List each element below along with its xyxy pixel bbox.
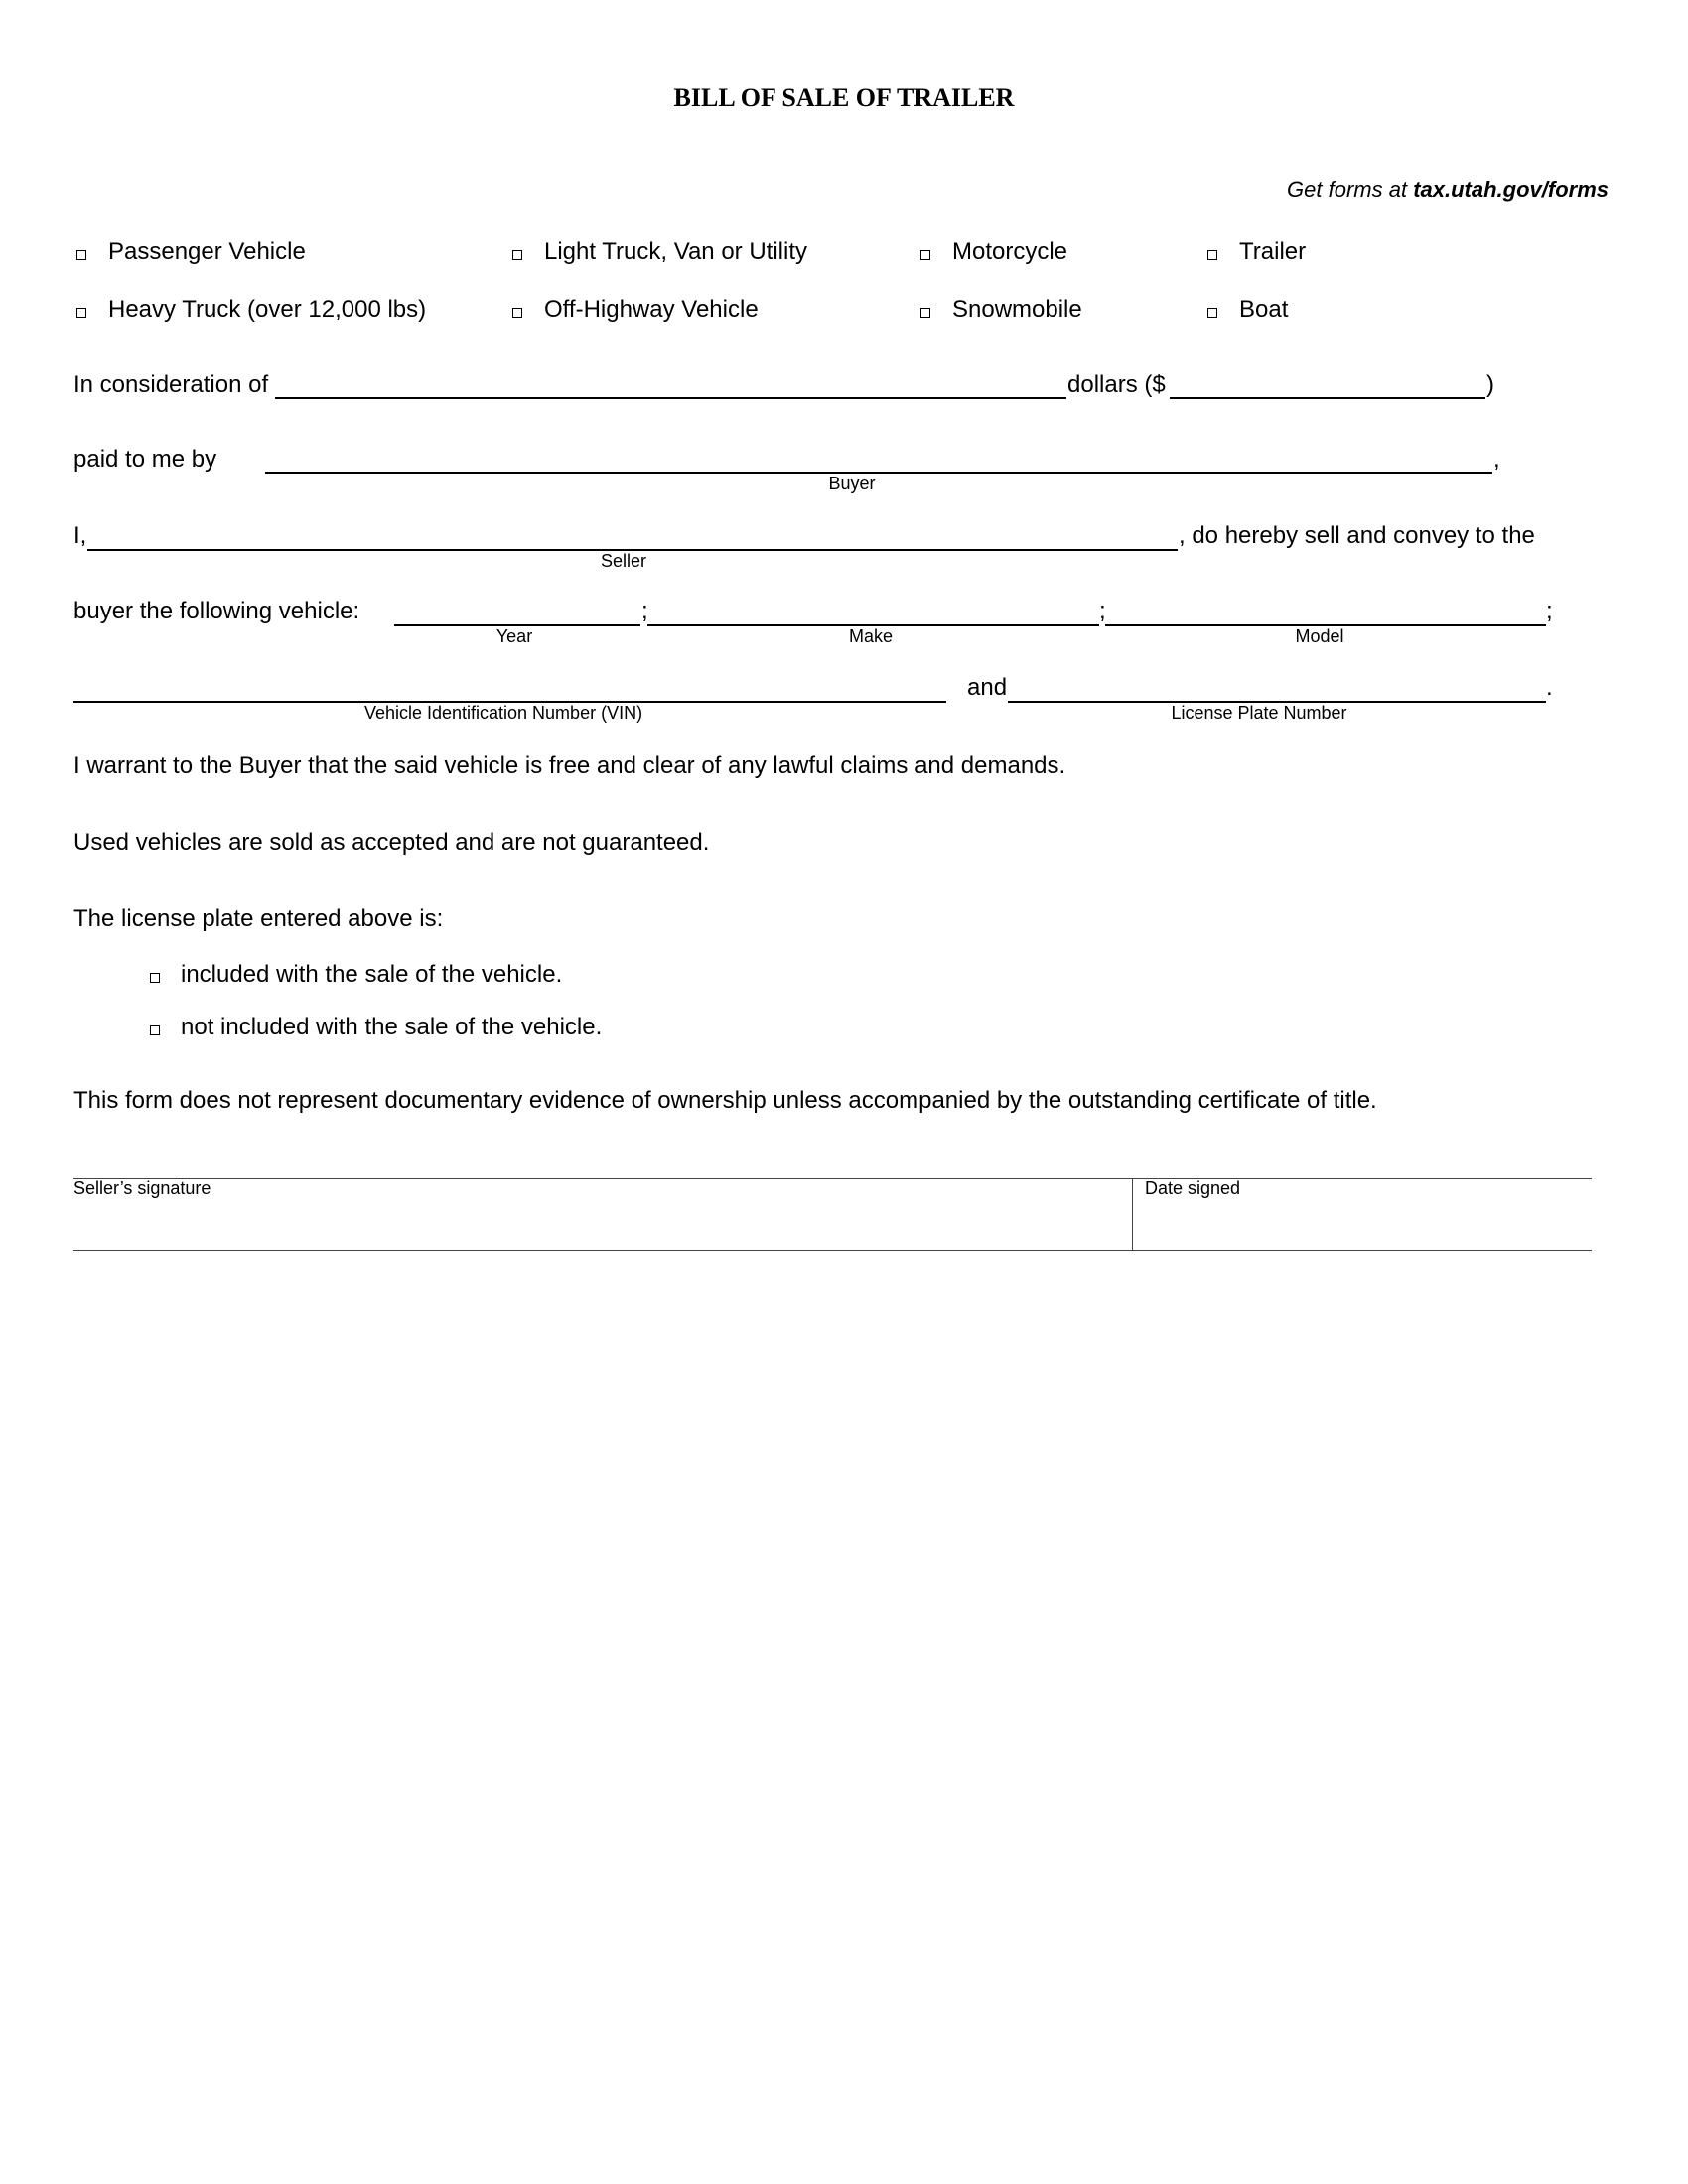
vin-and: and (967, 674, 1008, 701)
seller-prefix: I, (73, 522, 87, 549)
make-label: Make (848, 626, 894, 646)
warrant-statement: I warrant to the Buyer that the said vehicle is free and clear of any lawful claims and demands. (73, 752, 1066, 779)
checkbox-heavy-truck[interactable] (76, 308, 86, 318)
checkbox-passenger-vehicle[interactable] (76, 250, 86, 260)
license-plate-intro: The license plate entered above is: (73, 905, 444, 932)
checkbox-motorcycle[interactable] (920, 250, 930, 260)
model-label: Model (1295, 626, 1344, 646)
consideration-amount-field[interactable] (1170, 397, 1485, 399)
vehicle-sep-2: ; (1099, 598, 1106, 624)
seller-label: Seller (600, 551, 647, 571)
signature-bottom-rule (73, 1250, 1592, 1251)
seller-suffix: , do hereby sell and convey to the (1179, 522, 1535, 549)
label-passenger-vehicle: Passenger Vehicle (108, 238, 306, 265)
vin-label: Vehicle Identification Number (VIN) (363, 703, 643, 723)
seller-signature-field[interactable] (73, 1179, 1132, 1249)
signature-divider (1132, 1178, 1133, 1250)
consideration-prefix: In consideration of (73, 371, 269, 398)
vin-period: . (1546, 674, 1553, 701)
consideration-close-paren: ) (1486, 371, 1494, 398)
vehicle-sep-1: ; (641, 598, 648, 624)
forms-link[interactable] (1287, 177, 1609, 203)
label-light-truck: Light Truck, Van or Utility (544, 238, 807, 265)
checkbox-plate-included[interactable] (150, 973, 160, 983)
checkbox-light-truck[interactable] (512, 250, 522, 260)
seller-signature-label: Seller’s signature (73, 1178, 211, 1198)
label-off-highway: Off-Highway Vehicle (544, 296, 759, 323)
forms-link-prefix: Get forms at (1287, 177, 1414, 202)
paid-comma: , (1493, 446, 1500, 473)
consideration-amount-words-field[interactable] (275, 397, 1066, 399)
checkbox-plate-not-included[interactable] (150, 1025, 160, 1035)
vehicle-prefix: buyer the following vehicle: (73, 598, 360, 624)
checkbox-off-highway[interactable] (512, 308, 522, 318)
used-vehicle-statement: Used vehicles are sold as accepted and are not guaranteed. (73, 829, 710, 856)
forms-link-url[interactable]: tax.utah.gov/forms (1413, 177, 1609, 202)
label-heavy-truck: Heavy Truck (over 12,000 lbs) (108, 296, 427, 323)
label-trailer: Trailer (1239, 238, 1307, 265)
license-plate-label: License Plate Number (1171, 703, 1347, 723)
label-boat: Boat (1239, 296, 1289, 323)
consideration-dollars-label: dollars ($ (1067, 371, 1166, 398)
label-plate-not-included: not included with the sale of the vehicle. (181, 1014, 603, 1040)
checkbox-snowmobile[interactable] (920, 308, 930, 318)
checkbox-boat[interactable] (1207, 308, 1217, 318)
vehicle-sep-3: ; (1546, 598, 1553, 624)
label-plate-included: included with the sale of the vehicle. (181, 961, 563, 988)
buyer-name-field[interactable] (265, 472, 1492, 474)
label-motorcycle: Motorcycle (952, 238, 1068, 265)
date-signed-label: Date signed (1145, 1178, 1241, 1198)
page-title: BILL OF SALE OF TRAILER (673, 83, 1015, 112)
year-label: Year (495, 626, 533, 646)
label-snowmobile: Snowmobile (952, 296, 1082, 323)
ownership-disclaimer: This form does not represent documentary evidence of ownership unless accompanied by the outstanding certificate of title. (73, 1087, 1377, 1114)
buyer-label: Buyer (828, 474, 876, 493)
checkbox-trailer[interactable] (1207, 250, 1217, 260)
paid-prefix: paid to me by (73, 446, 217, 473)
